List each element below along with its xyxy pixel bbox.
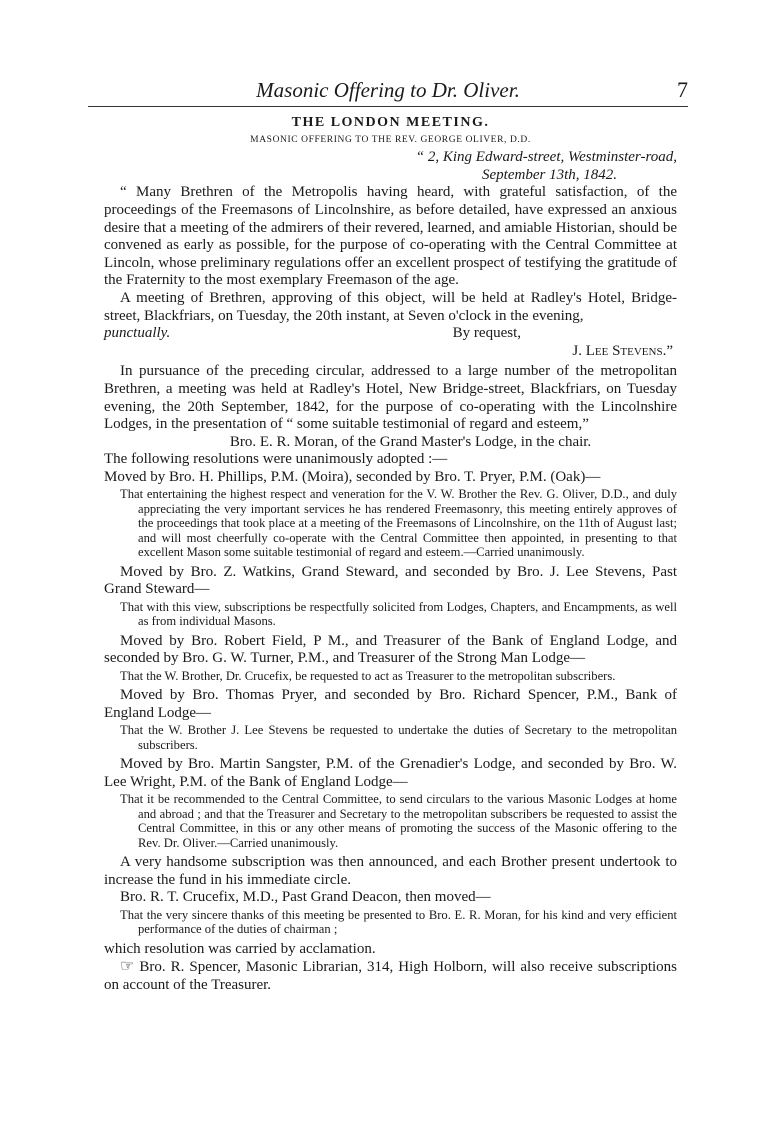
punctually-text: punctually.: [104, 325, 171, 342]
resolutions-intro: The following resolutions were unanimously adopted :—: [104, 451, 448, 468]
motion-4: Moved by Bro. Thomas Pryer, and seconded by Bro. Richard Spencer, P.M., Bank of England Lodge—: [104, 687, 677, 721]
motion-1: Moved by Bro. H. Phillips, P.M. (Moira), seconded by Bro. T. Pryer, P.M. (Oak)—: [104, 468, 601, 485]
resolution-4: That the W. Brother J. Lee Stevens be requested to undertake the duties of Secretary to the metropolitan subscribers.: [120, 723, 677, 752]
resolution-5: That it be recommended to the Central Committee, to send circulars to the various Masonic Lodges at home and abroad ; and that the Treasurer and Secretary to the metropolitan subscribers be requested to assist the Central Committee, in this or any other means of promoting the success of the Masonic offering to the Rev. Dr. Oliver.—Carried unanimously.: [120, 792, 677, 850]
running-header: [88, 76, 688, 107]
motion-3: Moved by Bro. Robert Field, P M., and Treasurer of the Bank of England Lodge, and seconded by Bro. G. W. Turner, P.M., and Treasurer of the Strong Man Lodge—: [104, 632, 677, 667]
resolution-2: That with this view, subscriptions be respectfully solicited from Lodges, Chapters, and Encampments, as well as from individual Masons.: [120, 599, 677, 629]
by-request-text: By request,: [452, 325, 521, 342]
circular-signature: J. Lee Stevens.”: [572, 342, 673, 359]
section-title: THE LONDON MEETING.: [291, 115, 490, 130]
page-number: 7: [677, 77, 688, 102]
page-content: [104, 114, 677, 994]
subscription-paragraph: A very handsome subscription was then announced, and each Brother present undertook to increase the fund in his immediate circle.: [104, 853, 677, 888]
circular-address-line1: “ 2, King Edward-street, Westminster-road,: [415, 149, 677, 166]
pointing-hand-icon: ☞: [120, 958, 135, 976]
motion-5: Moved by Bro. Martin Sangster, P.M. of the Grenadier's Lodge, and seconded by Bro. W. Lee Wright, P.M. of the Bank of England Lodge—: [104, 756, 677, 790]
circular-paragraph-1: “ Many Brethren of the Metropolis having heard, with grateful satisfaction, of the proceedings of the Freemasons of Lincolnshire, as before detailed, have expressed an anxious desire that a meeting of the admirers of their revered, learned, and amiable Historian, should be convened as early as possible, for the purpose of co-operating with the Central Committee at Lincoln, whose preliminary regulations offer an excellent prospect of testifying the gratitude of the Fraternity to the most exemplary Freemason of the age.: [104, 184, 677, 289]
motion-6: Bro. R. T. Crucefix, M.D., Past Grand Deacon, then moved—: [120, 889, 491, 906]
motion-2: Moved by Bro. Z. Watkins, Grand Steward, and seconded by Bro. J. Lee Stevens, Past Grand Steward—: [104, 563, 677, 598]
treasurer-note: [104, 958, 677, 994]
treasurer-note-text: Bro. R. Spencer, Masonic Librarian, 314, High Holborn, will also receive subscriptions on account of the Treasurer.: [104, 959, 678, 993]
carried-line: which resolution was carried by acclamation.: [104, 940, 376, 957]
section-subtitle: MASONIC OFFERING TO THE REV. GEORGE OLIVER, D.D.: [250, 134, 531, 145]
resolution-1: That entertaining the highest respect and veneration for the V. W. Brother the Rev. G. Oliver, D.D., and duly appreciating the very important services he has rendered Freemasonry, this meeting entirely approves of the proceedings that took place at a meeting of the Freemasons of Lincolnshire, on the 11th of August last; and will most cheerfully co-operate with the Central Committee then appointed, in presenting to that excellent Mason some suitable testimonial of regard and esteem.—Carried unanimously.: [120, 487, 677, 560]
circular-paragraph-2: A meeting of Brethren, approving of this object, will be held at Radley's Hotel, Bridge-street, Blackfriars, on Tuesday, the 20th instant, at Seven o'clock in the evening,: [104, 289, 677, 324]
circular-signoff-row: [104, 325, 677, 343]
running-title: Masonic Offering to Dr. Oliver.: [256, 78, 520, 102]
circular-date: September 13th, 1842.: [482, 166, 617, 183]
resolution-6: That the very sincere thanks of this meeting be presented to Bro. E. R. Moran, for his kind and very efficient performance of the duties of chairman ;: [120, 907, 677, 937]
resolution-3: That the W. Brother, Dr. Crucefix, be requested to act as Treasurer to the metropolitan subscribers.: [120, 668, 616, 683]
pursuance-paragraph: In pursuance of the preceding circular, addressed to a large number of the metropolitan Brethren, a meeting was held at Radley's Hotel, New Bridge-street, Blackfriars, on Tuesday evening, the 20th September, 1842, for the purpose of co-operating with the Lincolnshire Lodges, in the presentation of “ some suitable testimonial of regard and esteem,”: [104, 363, 677, 433]
chair-line: Bro. E. R. Moran, of the Grand Master's Lodge, in the chair.: [229, 433, 592, 450]
